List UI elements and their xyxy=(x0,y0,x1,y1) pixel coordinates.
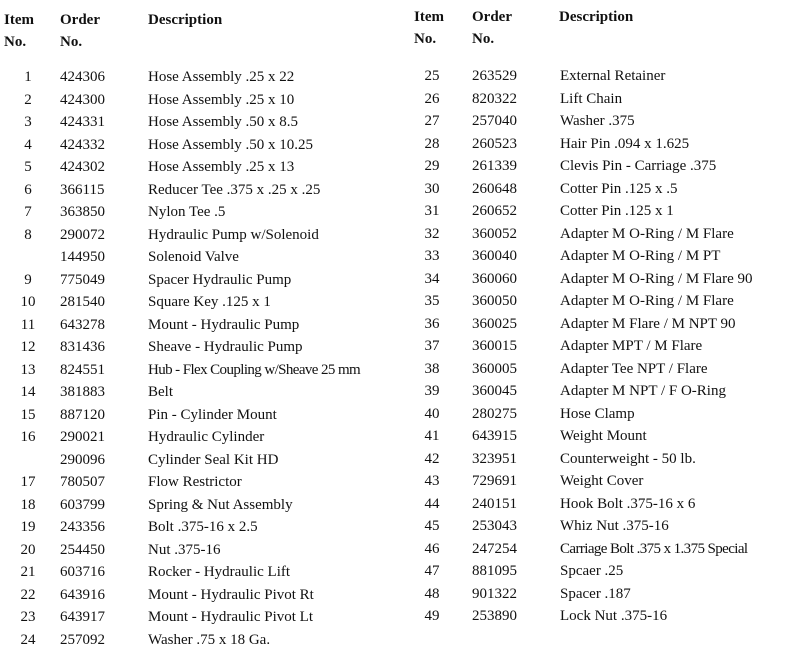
order-number: 643917 xyxy=(60,606,105,629)
table-row xyxy=(0,539,414,562)
order-number: 643915 xyxy=(472,425,517,448)
part-description: Sheave - Hydraulic Pump xyxy=(148,336,303,359)
part-description: Hub - Flex Coupling w/Sheave 25 mm xyxy=(148,359,360,382)
order-number: 253890 xyxy=(472,605,517,628)
header-item-left xyxy=(4,9,34,53)
item-number: 16 xyxy=(0,426,56,449)
order-number: 603716 xyxy=(60,561,105,584)
part-description: Hair Pin .094 x 1.625 xyxy=(560,133,689,156)
item-number: 7 xyxy=(0,201,56,224)
part-description: Whiz Nut .375-16 xyxy=(560,515,669,538)
part-description: Reducer Tee .375 x .25 x .25 xyxy=(148,179,320,202)
parts-list-left xyxy=(0,66,414,651)
part-description: Adapter M NPT / F O-Ring xyxy=(560,380,726,403)
part-description: Hydraulic Pump w/Solenoid xyxy=(148,224,319,247)
table-row xyxy=(0,179,414,202)
table-row xyxy=(0,359,414,382)
table-row xyxy=(0,606,414,629)
table-row xyxy=(412,245,788,268)
item-number: 9 xyxy=(0,269,56,292)
item-number: 32 xyxy=(412,223,452,246)
table-row xyxy=(412,65,788,88)
table-row xyxy=(0,111,414,134)
item-number: 21 xyxy=(0,561,56,584)
order-number: 643916 xyxy=(60,584,105,607)
header-order-label: Order xyxy=(472,6,512,28)
table-row xyxy=(412,200,788,223)
order-number: 360045 xyxy=(472,380,517,403)
part-description: Cotter Pin .125 x 1 xyxy=(560,200,674,223)
header-item-right xyxy=(414,6,444,50)
part-description: Lock Nut .375-16 xyxy=(560,605,667,628)
item-number: 19 xyxy=(0,516,56,539)
table-row xyxy=(0,426,414,449)
item-number: 4 xyxy=(0,134,56,157)
order-number: 366115 xyxy=(60,179,104,202)
item-number: 33 xyxy=(412,245,452,268)
order-number: 780507 xyxy=(60,471,105,494)
order-number: 260648 xyxy=(472,178,517,201)
table-row xyxy=(0,381,414,404)
header-order-right xyxy=(472,6,512,50)
part-description: Adapter M O-Ring / M Flare xyxy=(560,290,734,313)
table-row xyxy=(0,336,414,359)
table-row xyxy=(412,133,788,156)
parts-list-right xyxy=(412,65,788,628)
order-number: 729691 xyxy=(472,470,517,493)
table-row xyxy=(412,313,788,336)
item-number: 13 xyxy=(0,359,56,382)
table-row xyxy=(0,224,414,247)
item-number: 28 xyxy=(412,133,452,156)
part-description: Pin - Cylinder Mount xyxy=(148,404,277,427)
item-number: 41 xyxy=(412,425,452,448)
table-row xyxy=(412,358,788,381)
part-description: Bolt .375-16 x 2.5 xyxy=(148,516,258,539)
table-row xyxy=(0,156,414,179)
table-row xyxy=(0,516,414,539)
item-number: 26 xyxy=(412,88,452,111)
order-number: 363850 xyxy=(60,201,105,224)
part-description: Square Key .125 x 1 xyxy=(148,291,271,314)
item-number: 15 xyxy=(0,404,56,427)
item-number: 42 xyxy=(412,448,452,471)
item-number: 14 xyxy=(0,381,56,404)
table-row xyxy=(412,583,788,606)
table-row xyxy=(0,561,414,584)
table-row xyxy=(412,470,788,493)
part-description: Belt xyxy=(148,381,173,404)
header-description-left: Description xyxy=(148,9,222,31)
header-item-no-label: No. xyxy=(4,31,34,53)
order-number: 424300 xyxy=(60,89,105,112)
item-number: 10 xyxy=(0,291,56,314)
table-row xyxy=(0,201,414,224)
order-number: 247254 xyxy=(472,538,517,561)
table-row xyxy=(0,89,414,112)
order-number: 240151 xyxy=(472,493,517,516)
item-number: 20 xyxy=(0,539,56,562)
part-description: Nut .375-16 xyxy=(148,539,221,562)
part-description: Clevis Pin - Carriage .375 xyxy=(560,155,716,178)
item-number: 1 xyxy=(0,66,56,89)
order-number: 257040 xyxy=(472,110,517,133)
order-number: 603799 xyxy=(60,494,105,517)
table-row xyxy=(412,515,788,538)
order-number: 775049 xyxy=(60,269,105,292)
part-description: Carriage Bolt .375 x 1.375 Special xyxy=(560,538,747,561)
item-number: 8 xyxy=(0,224,56,247)
order-number: 424302 xyxy=(60,156,105,179)
table-row xyxy=(412,290,788,313)
table-row xyxy=(0,66,414,89)
header-item-label: Item xyxy=(414,6,444,28)
item-number: 11 xyxy=(0,314,56,337)
part-description: Counterweight - 50 lb. xyxy=(560,448,696,471)
item-number: 24 xyxy=(0,629,56,651)
part-description: Solenoid Valve xyxy=(148,246,239,269)
table-row xyxy=(412,223,788,246)
item-number: 43 xyxy=(412,470,452,493)
part-description: Hose Clamp xyxy=(560,403,635,426)
item-number: 40 xyxy=(412,403,452,426)
table-row xyxy=(0,134,414,157)
table-row xyxy=(0,584,414,607)
order-number: 257092 xyxy=(60,629,105,651)
order-number: 824551 xyxy=(60,359,105,382)
part-description: Mount - Hydraulic Pivot Rt xyxy=(148,584,314,607)
order-number: 260523 xyxy=(472,133,517,156)
part-description: Spacer Hydraulic Pump xyxy=(148,269,291,292)
item-number: 5 xyxy=(0,156,56,179)
order-number: 260652 xyxy=(472,200,517,223)
order-number: 424306 xyxy=(60,66,105,89)
part-description: External Retainer xyxy=(560,65,665,88)
part-description: Hose Assembly .25 x 22 xyxy=(148,66,294,89)
header-description-right: Description xyxy=(559,6,633,28)
table-row xyxy=(412,425,788,448)
part-description: Weight Cover xyxy=(560,470,643,493)
part-description: Washer .75 x 18 Ga. xyxy=(148,629,270,651)
part-description: Adapter M O-Ring / M Flare xyxy=(560,223,734,246)
item-number: 36 xyxy=(412,313,452,336)
item-number: 12 xyxy=(0,336,56,359)
table-row xyxy=(412,335,788,358)
item-number: 2 xyxy=(0,89,56,112)
part-description: Hook Bolt .375-16 x 6 xyxy=(560,493,695,516)
part-description: Cylinder Seal Kit HD xyxy=(148,449,278,472)
table-row xyxy=(412,538,788,561)
part-description: Hydraulic Cylinder xyxy=(148,426,264,449)
item-number: 34 xyxy=(412,268,452,291)
table-row xyxy=(412,155,788,178)
order-number: 263529 xyxy=(472,65,517,88)
table-row xyxy=(412,178,788,201)
header-item-no-label: No. xyxy=(414,28,444,50)
part-description: Weight Mount xyxy=(560,425,647,448)
order-number: 360005 xyxy=(472,358,517,381)
order-number: 360050 xyxy=(472,290,517,313)
table-row xyxy=(412,448,788,471)
order-number: 820322 xyxy=(472,88,517,111)
part-description: Flow Restrictor xyxy=(148,471,242,494)
part-description: Hose Assembly .25 x 13 xyxy=(148,156,294,179)
order-number: 290096 xyxy=(60,449,105,472)
order-number: 360060 xyxy=(472,268,517,291)
part-description: Washer .375 xyxy=(560,110,635,133)
header-order-label: Order xyxy=(60,9,100,31)
part-description: Adapter M O-Ring / M PT xyxy=(560,245,720,268)
item-number: 17 xyxy=(0,471,56,494)
item-number: 6 xyxy=(0,179,56,202)
order-number: 424332 xyxy=(60,134,105,157)
table-row xyxy=(0,246,414,269)
part-description: Nylon Tee .5 xyxy=(148,201,225,224)
item-number: 37 xyxy=(412,335,452,358)
order-number: 243356 xyxy=(60,516,105,539)
order-number: 360052 xyxy=(472,223,517,246)
order-number: 381883 xyxy=(60,381,105,404)
order-number: 643278 xyxy=(60,314,105,337)
part-description: Adapter M O-Ring / M Flare 90 xyxy=(560,268,752,291)
item-number: 18 xyxy=(0,494,56,517)
part-description: Adapter M Flare / M NPT 90 xyxy=(560,313,736,336)
table-row xyxy=(412,380,788,403)
header-order-left xyxy=(60,9,100,53)
part-description: Cotter Pin .125 x .5 xyxy=(560,178,678,201)
part-description: Hose Assembly .50 x 8.5 xyxy=(148,111,298,134)
item-number: 44 xyxy=(412,493,452,516)
order-number: 254450 xyxy=(60,539,105,562)
part-description: Adapter MPT / M Flare xyxy=(560,335,702,358)
header-item-label: Item xyxy=(4,9,34,31)
part-description: Lift Chain xyxy=(560,88,622,111)
table-row xyxy=(412,268,788,291)
part-description: Hose Assembly .25 x 10 xyxy=(148,89,294,112)
order-number: 901322 xyxy=(472,583,517,606)
table-row xyxy=(412,493,788,516)
item-number: 35 xyxy=(412,290,452,313)
item-number: 27 xyxy=(412,110,452,133)
header-order-no-label: No. xyxy=(472,28,512,50)
header-order-no-label: No. xyxy=(60,31,100,53)
part-description: Rocker - Hydraulic Lift xyxy=(148,561,290,584)
order-number: 881095 xyxy=(472,560,517,583)
item-number: 48 xyxy=(412,583,452,606)
part-description: Hose Assembly .50 x 10.25 xyxy=(148,134,313,157)
part-description: Spacer .187 xyxy=(560,583,631,606)
table-row xyxy=(0,471,414,494)
order-number: 360025 xyxy=(472,313,517,336)
item-number: 46 xyxy=(412,538,452,561)
table-row xyxy=(0,269,414,292)
order-number: 290021 xyxy=(60,426,105,449)
order-number: 290072 xyxy=(60,224,105,247)
order-number: 261339 xyxy=(472,155,517,178)
part-description: Mount - Hydraulic Pump xyxy=(148,314,299,337)
item-number: 3 xyxy=(0,111,56,134)
item-number: 23 xyxy=(0,606,56,629)
item-number: 22 xyxy=(0,584,56,607)
item-number: 25 xyxy=(412,65,452,88)
table-row xyxy=(412,403,788,426)
item-number: 47 xyxy=(412,560,452,583)
table-row xyxy=(0,629,414,651)
item-number: 30 xyxy=(412,178,452,201)
order-number: 831436 xyxy=(60,336,105,359)
order-number: 280275 xyxy=(472,403,517,426)
order-number: 360015 xyxy=(472,335,517,358)
part-description: Spring & Nut Assembly xyxy=(148,494,293,517)
item-number: 31 xyxy=(412,200,452,223)
order-number: 360040 xyxy=(472,245,517,268)
order-number: 253043 xyxy=(472,515,517,538)
part-description: Adapter Tee NPT / Flare xyxy=(560,358,708,381)
order-number: 887120 xyxy=(60,404,105,427)
item-number: 49 xyxy=(412,605,452,628)
item-number: 45 xyxy=(412,515,452,538)
part-description: Spcaer .25 xyxy=(560,560,623,583)
part-description: Mount - Hydraulic Pivot Lt xyxy=(148,606,313,629)
table-row xyxy=(0,494,414,517)
table-row xyxy=(412,88,788,111)
order-number: 323951 xyxy=(472,448,517,471)
table-row xyxy=(412,110,788,133)
item-number: 38 xyxy=(412,358,452,381)
item-number: 39 xyxy=(412,380,452,403)
order-number: 424331 xyxy=(60,111,105,134)
table-row xyxy=(0,449,414,472)
table-row xyxy=(0,404,414,427)
order-number: 144950 xyxy=(60,246,105,269)
table-row xyxy=(0,314,414,337)
item-number: 29 xyxy=(412,155,452,178)
table-row xyxy=(412,605,788,628)
table-row xyxy=(412,560,788,583)
table-row xyxy=(0,291,414,314)
order-number: 281540 xyxy=(60,291,105,314)
